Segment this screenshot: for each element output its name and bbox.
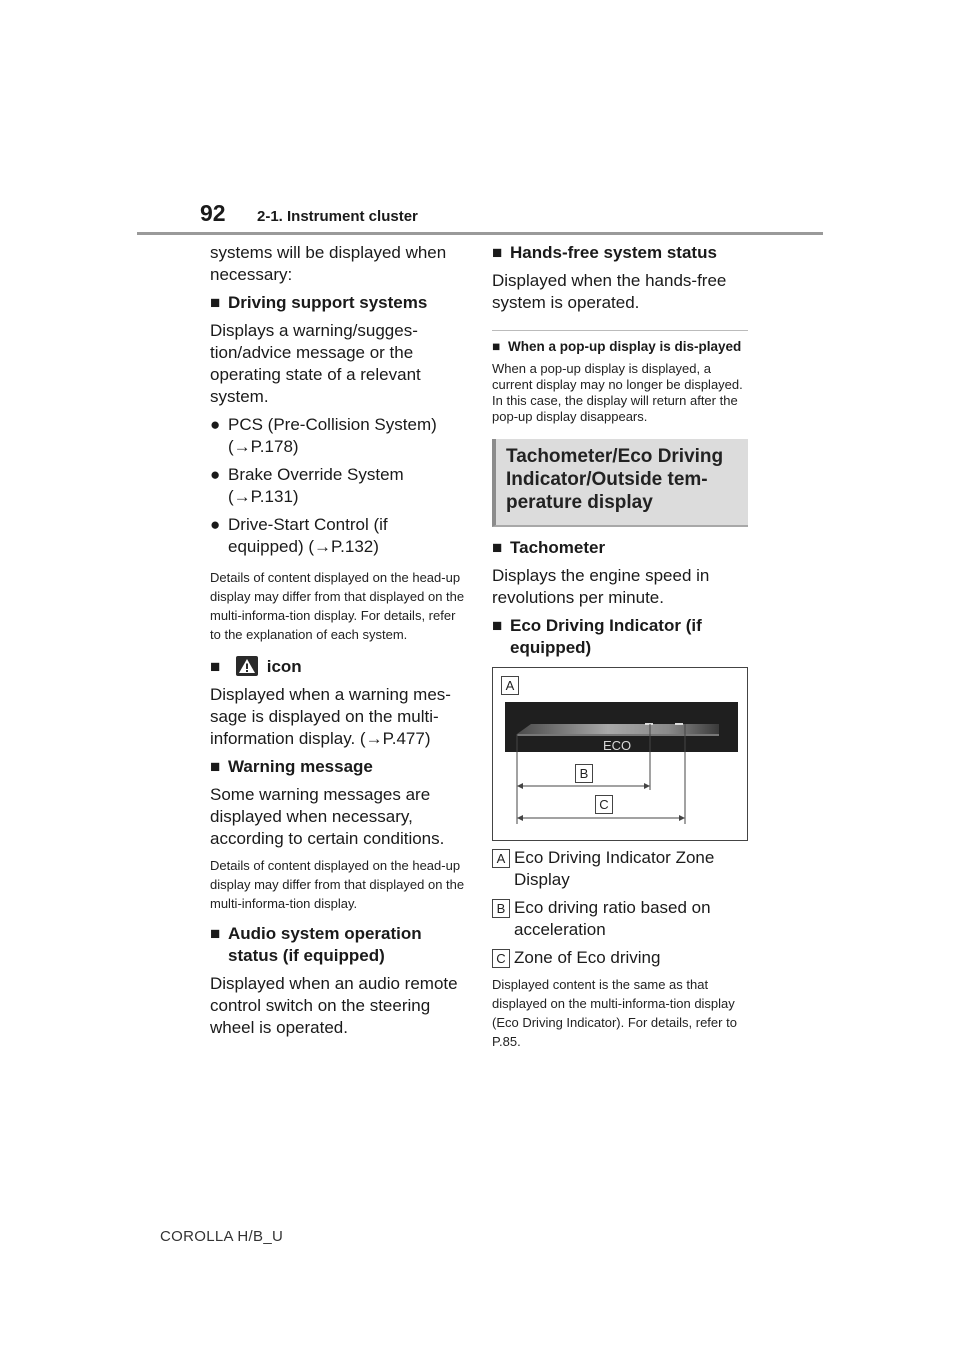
legend-item-b — [492, 897, 748, 941]
legend-letter: B — [492, 899, 510, 918]
footer-model: COROLLA H/B_U — [160, 1228, 284, 1245]
tachometer-body: Displays the engine speed in revolutions per minute. — [492, 566, 710, 607]
intro-text: systems will be displayed when necessary: — [210, 243, 447, 284]
square-bullet-icon: ■ — [492, 538, 503, 557]
bullet-item — [210, 414, 466, 458]
eco-label: ECO — [603, 738, 632, 753]
figure-label-b: B — [575, 764, 593, 783]
bullet-dot-icon: ● — [210, 465, 221, 484]
square-bullet-icon: ■ — [210, 757, 221, 776]
square-bullet-icon: ■ — [210, 924, 221, 943]
bullet-item — [210, 464, 466, 508]
hands-free-body: Displayed when the hands-free system is operated. — [492, 271, 727, 312]
audio-heading — [210, 923, 466, 967]
eco-note: Displayed content is the same as that displayed on the multi-informa-tion display (Eco Driving Indicator). For details, refer to P.85. — [492, 977, 737, 1049]
page-number: 92 — [200, 200, 226, 226]
left-column — [210, 240, 466, 1045]
audio-heading-text: Audio system operation status (if equipped) — [228, 924, 422, 965]
right-column — [492, 240, 748, 1059]
bullet-text: Drive-Start Control (if equipped) (→P.132) — [228, 515, 388, 556]
driving-support-heading-text: Driving support systems — [228, 293, 428, 312]
figure-label-a: A — [501, 676, 519, 695]
legend-item-c — [492, 947, 748, 969]
warning-triangle-icon — [236, 656, 258, 676]
eco-zone-bar — [517, 724, 719, 734]
square-bullet-icon: ■ — [492, 243, 503, 262]
popup-heading — [492, 339, 748, 355]
legend-text: Eco driving ratio based on acceleration — [514, 898, 711, 939]
legend-text: Zone of Eco driving — [514, 948, 661, 967]
icon-heading — [210, 656, 466, 678]
warning-message-body: Some warning messages are displayed when necessary, according to certain conditions. — [210, 785, 445, 848]
hands-free-heading — [492, 242, 748, 264]
legend-text: Eco Driving Indicator Zone Display — [514, 848, 715, 889]
warning-message-heading — [210, 756, 466, 778]
bullet-text: Brake Override System (→P.131) — [228, 465, 404, 506]
header-rule — [137, 232, 823, 235]
divider — [492, 330, 748, 331]
figure-label-c: C — [595, 795, 613, 814]
bullet-text: PCS (Pre-Collision System) (→P.178) — [228, 415, 437, 456]
bullet-dot-icon: ● — [210, 515, 221, 534]
driving-support-heading — [210, 292, 466, 314]
bullet-dot-icon: ● — [210, 415, 221, 434]
eco-indicator-illustration — [493, 668, 747, 840]
bullet-item — [210, 514, 466, 558]
square-bullet-icon: ■ — [210, 293, 221, 312]
tachometer-heading-text: Tachometer — [510, 538, 606, 557]
warning-message-heading-text: Warning message — [228, 757, 373, 776]
popup-body: When a pop-up display is displayed, a current display may no longer be displayed. In this case, the display will return after the pop-up display disappears. — [492, 361, 743, 424]
tachometer-heading — [492, 537, 748, 559]
eco-heading — [492, 615, 748, 659]
icon-body: Displayed when a warning mes-sage is displayed on the multi-information display. (→P.477) — [210, 685, 451, 748]
driving-support-note: Details of content displayed on the head-up display may differ from that displayed on the multi-informa-tion display. For details, refer to the explanation of each system. — [210, 570, 465, 642]
popup-heading-text: When a pop-up display is dis-played — [508, 339, 742, 354]
legend-item-a — [492, 847, 748, 891]
warning-message-note: Details of content displayed on the head-up display may differ from that displayed on the multi-informa-tion display. — [210, 858, 465, 911]
eco-heading-text: Eco Driving Indicator (if equipped) — [510, 616, 702, 657]
eco-indicator-figure — [492, 667, 748, 841]
section-title: 2-1. Instrument cluster — [257, 208, 418, 225]
square-bullet-icon: ■ — [492, 616, 503, 635]
square-bullet-icon: ■ — [210, 657, 221, 676]
legend-letter: C — [492, 949, 510, 968]
audio-body: Displayed when an audio remote control switch on the steering wheel is operated. — [210, 974, 458, 1037]
icon-heading-text: icon — [266, 657, 302, 676]
square-bullet-icon: ■ — [492, 339, 501, 354]
section-heading-box: Tachometer/Eco Driving Indicator/Outside tem-perature display — [492, 439, 748, 527]
legend-letter: A — [492, 849, 510, 868]
driving-support-body: Displays a warning/sugges-tion/advice message or the operating state of a relevant system. — [210, 321, 421, 406]
hands-free-heading-text: Hands-free system status — [510, 243, 717, 262]
